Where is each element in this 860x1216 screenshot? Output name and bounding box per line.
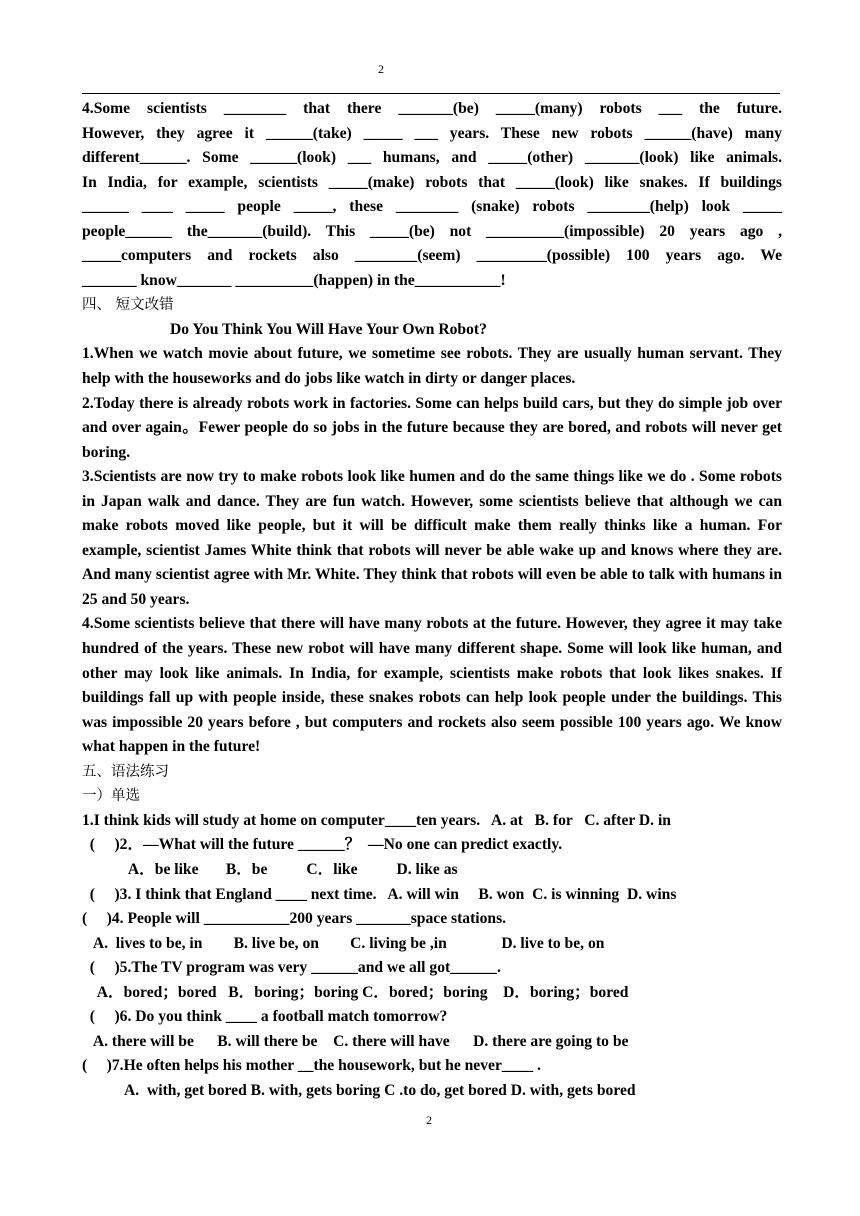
- section-heading: 五、语法练习: [82, 763, 169, 780]
- options: A. with, get bored B. with, gets boring C .to do, get bored D. with, gets bored: [82, 1081, 636, 1099]
- question: ( )5.The TV program was very ______and we all got______.: [82, 959, 501, 977]
- question: ( )4. People will ___________200 years _______space stations.: [82, 910, 507, 928]
- options: A．be like B．be C．like D. like as: [82, 860, 458, 878]
- document-body: [82, 97, 782, 1103]
- paragraph: 4.Some scientists believe that there will have many robots at the future. However, they agree it may take hundred of the years. These new robot will have many different shape. Some will look like human, and other may look like animals. In India, for example, scientists make robots that look likes snakes. If buildings fall up with people inside, these snakes robots can help look people under the buildings. This was impossible 20 years before , but computers and rockets also seem possible 100 years ago. We know what happen in the future!: [82, 615, 782, 756]
- fill-line: different______. Some ______(look) ___ humans, and _____(other) _______(look) like animals.: [82, 149, 782, 167]
- options: A. lives to be, in B. live be, on C. living be ,in D. live to be, on: [82, 934, 605, 952]
- page-number-top: 2: [378, 62, 384, 76]
- page-number-bottom: 2: [426, 1113, 432, 1127]
- passage-title: Do You Think You Will Have Your Own Robot?: [170, 320, 487, 338]
- fill-line: _______ know_______ __________(happen) in the___________!: [82, 271, 506, 289]
- options: A．bored；bored B．boring；boring C．bored；boring D．boring；bored: [82, 983, 629, 1001]
- section-heading: 四、 短文改错: [82, 297, 174, 314]
- question: ( )2．—What will the future ______？ —No one can predict exactly.: [82, 836, 563, 854]
- options: A. there will be B. will there be C. there will have D. there are going to be: [82, 1032, 629, 1050]
- fill-line: 4.Some scientists ________ that there _______(be) _____(many) robots ___ the future.: [82, 100, 782, 117]
- fill-line: In India, for example, scientists _____(make) robots that _____(look) like snakes. If buildings: [82, 173, 782, 191]
- fill-line: ______ ____ _____ people _____, these ________ (snake) robots ________(help) look _____: [82, 198, 782, 216]
- question: ( )3. I think that England ____ next time. A. will win B. won C. is winning D. wins: [82, 885, 677, 903]
- question: ( )6. Do you think ____ a football match tomorrow?: [82, 1008, 448, 1026]
- fill-line: people______ the_______(build). This _____(be) not __________(impossible) 20 years ago ,: [82, 222, 782, 240]
- fill-line: However, they agree it ______(take) _____ ___ years. These new robots ______(have) many: [82, 124, 782, 142]
- header-rule: [82, 93, 780, 94]
- fill-line: _____computers and rockets also ________(seem) _________(possible) 100 years ago. We: [82, 247, 782, 265]
- paragraph: 3.Scientists are now try to make robots look like humen and do the same things like we do . Some robots in Japan walk and dance. They are fun watch. However, some scientists believe that although we can make robots moved like people, but it will be difficult make them really thinks like a human. For example, scientist James White think that robots will never be able wake up and knows where they are. And many scientist agree with Mr. White. They think that robots will even be able to talk with humans in 25 and 50 years.: [82, 468, 782, 608]
- subsection-heading: 一）单选: [82, 788, 140, 805]
- paragraph: 2.Today there is already robots work in factories. Some can helps build cars, but they do simple job over and over again。Fewer people do so jobs in the future because they are bored, and robots will never get boring.: [82, 394, 782, 461]
- paragraph: 1.When we watch movie about future, we sometime see robots. They are usually human servant. They help with the houseworks and do jobs like watch in dirty or danger places.: [82, 345, 782, 388]
- question: 1.I think kids will study at home on computer____ten years. A. at B. for C. after D. in: [82, 811, 671, 829]
- question: ( )7.He often helps his mother __the housework, but he never____ .: [82, 1057, 541, 1075]
